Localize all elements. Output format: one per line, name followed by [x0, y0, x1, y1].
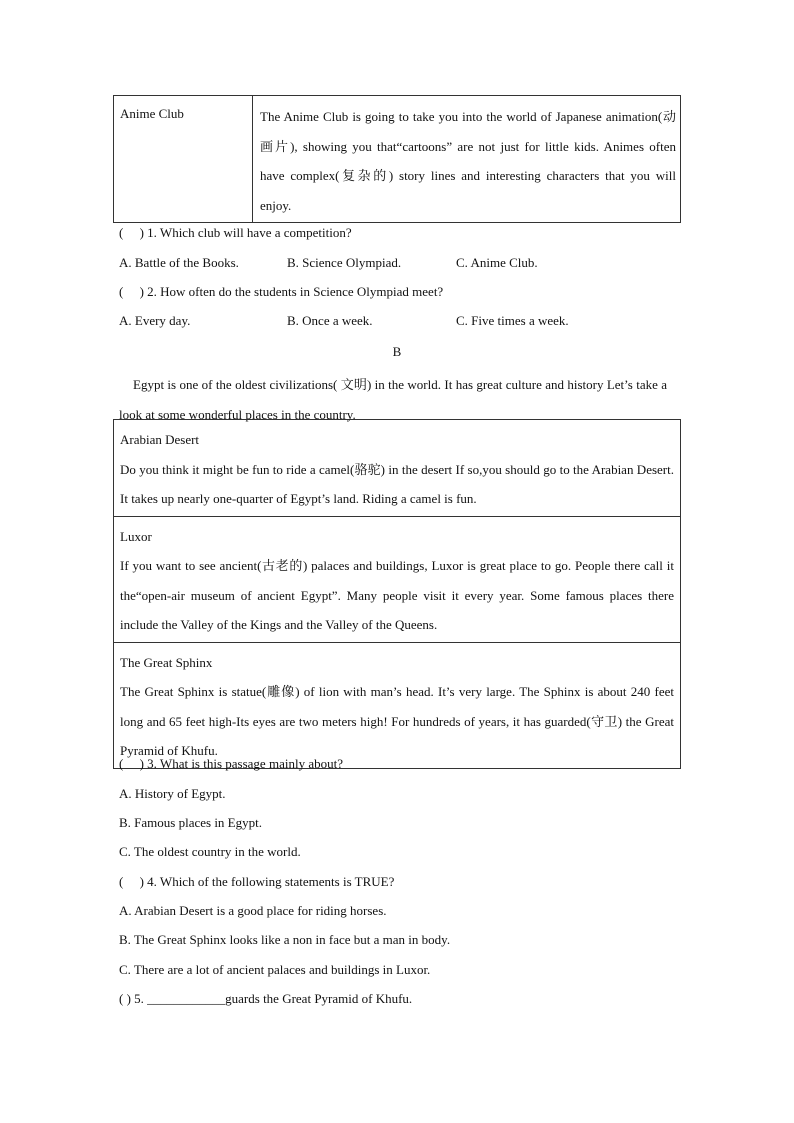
place-body: If you want to see ancient(古老的) palaces and buildings, Luxor is great place to go. People there call it the“open-air museum of ancient Egypt”. Many people visit it every year. Some famous places there include the Valley of the Kings and the Valley of the Queens.: [120, 558, 674, 632]
section-b-label: B: [392, 344, 402, 359]
question-1-option-a: A. Battle of the Books.: [119, 255, 239, 270]
question-3-option-a: A. History of Egypt.: [119, 786, 226, 801]
question-4-stem: ( ) 4. Which of the following statements is TRUE?: [119, 874, 395, 889]
question-1-stem: ( ) 1. Which club will have a competition?: [119, 225, 352, 240]
question-2-option-c: C. Five times a week.: [456, 313, 569, 328]
question-3-stem: ( ) 3. What is this passage mainly about?: [119, 756, 343, 771]
question-3-option-b: B. Famous places in Egypt.: [119, 815, 262, 830]
place-body: Do you think it might be fun to ride a camel(骆驼) in the desert If so,you should go to the Arabian Desert. It takes up nearly one-quarter of Egypt’s land. Riding a camel is fun.: [120, 461, 674, 506]
question-3-option-c: C. The oldest country in the world.: [119, 844, 301, 859]
place-title: Arabian Desert: [120, 432, 200, 447]
place-cell-arabian-desert: [114, 420, 681, 517]
place-title: Luxor: [120, 528, 152, 544]
question-4-option-a: A. Arabian Desert is a good place for riding horses.: [119, 903, 387, 918]
egypt-places-table: [113, 419, 681, 769]
place-cell-luxor: [114, 516, 681, 642]
club-name: Anime Club: [114, 96, 253, 223]
place-title: The Great Sphinx: [120, 654, 213, 670]
question-5-stem: ( ) 5. ____________guards the Great Pyramid of Khufu.: [119, 991, 413, 1006]
question-1-option-b: B. Science Olympiad.: [287, 255, 402, 270]
question-2-stem: ( ) 2. How often do the students in Science Olympiad meet?: [119, 284, 444, 299]
section-b-intro: Egypt is one of the oldest civilizations( 文明) in the world. It has great culture and history Let’s take a look at some wonderful places in the country.: [119, 377, 667, 422]
club-table: [113, 95, 681, 223]
question-4-option-b: B. The Great Sphinx looks like a non in face but a man in body.: [119, 932, 451, 947]
question-2-option-b: B. Once a week.: [287, 313, 373, 328]
place-body: The Great Sphinx is statue(雕像) of lion with man’s head. It’s very large. The Sphinx is about 240 feet long and 65 feet high-Its eyes are two meters high! For hundreds of years, it has guarded(守卫) the Great Pyramid of Khufu.: [120, 684, 674, 758]
place-cell-great-sphinx: [114, 642, 681, 768]
question-1-option-c: C. Anime Club.: [456, 255, 538, 270]
club-description: The Anime Club is going to take you into the world of Japanese animation(动画片), showing you that“cartoons” are not just for little kids. Animes often have complex(复杂的) story lines and interesting characters that you will enjoy.: [253, 96, 681, 223]
question-4-option-c: C. There are a lot of ancient palaces and buildings in Luxor.: [119, 962, 431, 977]
question-2-option-a: A. Every day.: [119, 313, 191, 328]
